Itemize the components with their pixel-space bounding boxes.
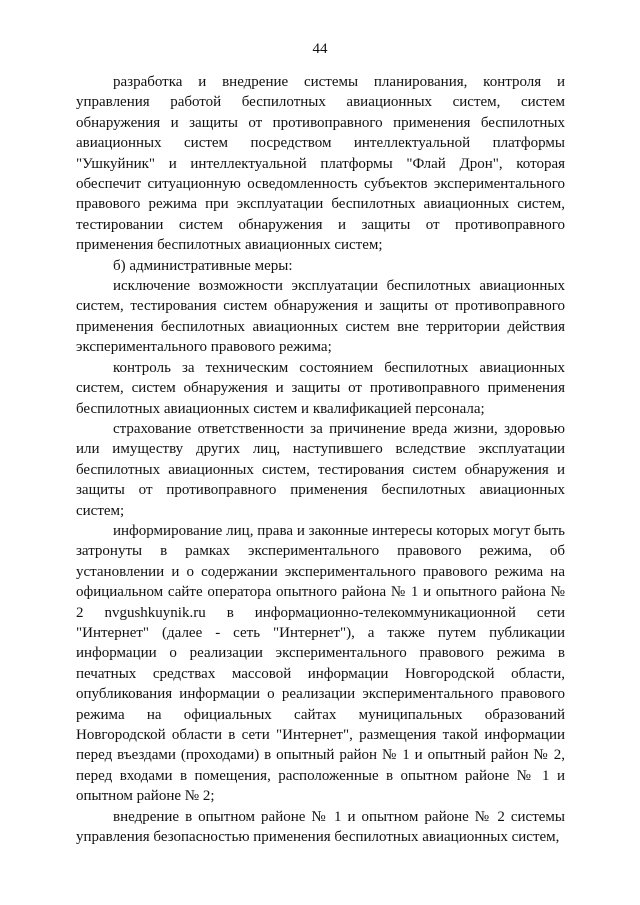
paragraph-safety-management: внедрение в опытном районе № 1 и опытном районе № 2 системы управления безопасностью применения беспилотных авиационных систем, [76, 808, 565, 846]
paragraph-exclusion-outside-territory: исключение возможности эксплуатации беспилотных авиационных систем, тестирования систем обнаружения и защиты от противоправного применения беспилотных авиационных систем вне территории действия экспериментального правового режима; [76, 278, 565, 356]
paragraph-system-development: разработка и внедрение системы планирования, контроля и управления работой беспилотных авиационных систем, систем обнаружения и защиты от противоправного применения беспилотных авиационных систем посредством интеллектуальной платформы "Ушкуйник" и интеллектуальной платформы "Флай Дрон", которая обеспечит ситуационную осведомленность субъектов экспериментального правового режима при эксплуатации беспилотных авиационных систем, тестировании систем обнаружения и защиты от противоправного применения беспилотных авиационных систем; [76, 74, 565, 254]
paragraph-administrative-measures-heading: б) административные меры: [113, 257, 293, 274]
paragraph-technical-control: контроль за техническим состоянием беспилотных авиационных систем, систем обнаружения и защиты от противоправного применения беспилотных авиационных систем и квалификацией персонала; [76, 359, 565, 417]
document-body [76, 72, 565, 847]
paragraph-public-informing: информирование лиц, права и законные интересы которых могут быть затронуты в рамках экспериментального правового режима, об установлении и о содержании экспериментального правового режима на официальном сайте оператора опытного района № 1 и опытного района № 2 nvgushkuynik.ru в информационно-телекоммуникационной сети "Интернет" (далее - сеть "Интернет"), а также путем публикации информации о реализации экспериментального правового режима в печатных средствах массовой информации Новгородской области, опубликования информации о реализации экспериментального правового режима на официальных сайтах муниципальных образований Новгородской области в сети "Интернет", размещения такой информации перед въездами (проходами) в опытный район № 1 и опытный район № 2, перед входами в помещения, расположенные в опытном районе № 1 и опытном районе № 2; [76, 522, 565, 805]
paragraph-liability-insurance: страхование ответственности за причинение вреда жизни, здоровью или имуществу других лиц, наступившего вследствие эксплуатации беспилотных авиационных систем, тестирования систем обнаружения и защиты от противоправного применения беспилотных авиационных систем; [76, 420, 565, 519]
page-number: 44 [312, 41, 328, 57]
